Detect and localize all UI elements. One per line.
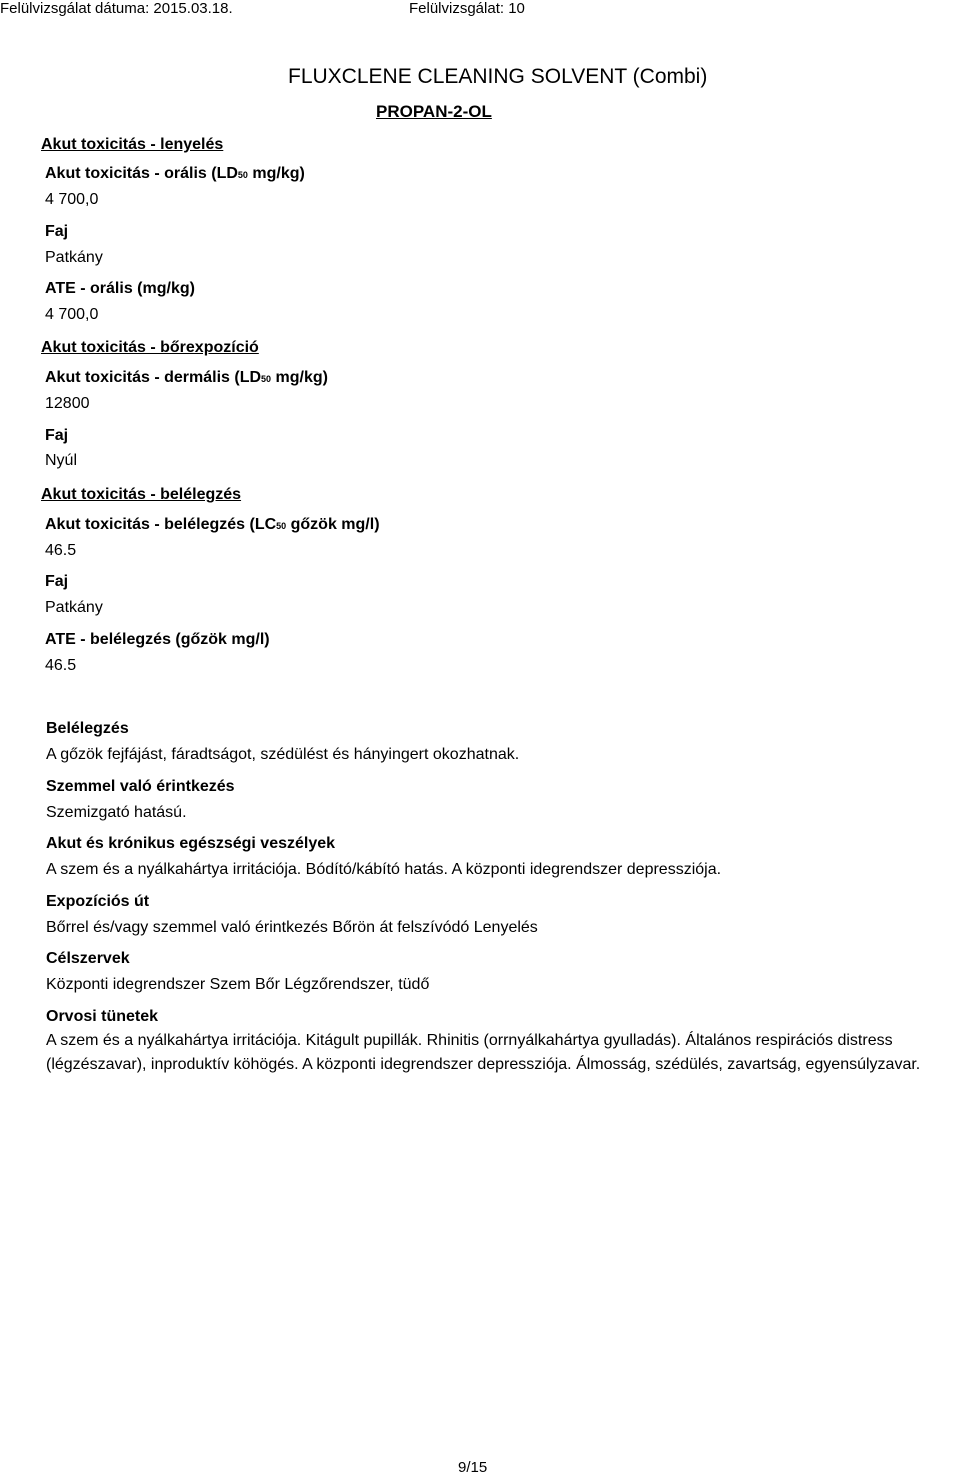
- oral-ld50-label-post: mg/kg): [247, 165, 305, 182]
- dermal-ld50-subscript: 50: [261, 374, 272, 384]
- oral-ld50-label: [45, 164, 305, 185]
- dermal-ld50-label-post: mg/kg): [271, 369, 328, 386]
- revision-number: Felülvizsgálat: 10: [409, 0, 525, 17]
- inhalation-lc50-label: [45, 515, 380, 536]
- effects-eye-text: Szemizgató hatású.: [46, 804, 187, 821]
- effects-organs-label: Célszervek: [46, 950, 130, 967]
- effects-symptoms-text: A szem és a nyálkahártya irritációja. Kitágult pupillák. Rhinitis (orrnyálkahártya gyulladás). Általános respirációs distress (légzészavar), inproduktív köhögés. A központi idegrendszer depressziója. Álmosság, szédülés, zavartság, egyensúlyzavar.: [46, 1032, 921, 1073]
- oral-ate-value: 4 700,0: [45, 306, 99, 323]
- dermal-ld50-value: 12800: [45, 395, 90, 412]
- inhalation-ate-label: ATE - belélegzés (gőzök mg/l): [45, 631, 270, 648]
- dermal-species-value: Nyúl: [45, 452, 78, 469]
- oral-ld50-subscript: 50: [237, 170, 248, 180]
- effects-symptoms-label: Orvosi tünetek: [46, 1008, 159, 1025]
- oral-species-label: Faj: [45, 223, 69, 240]
- effects-hazards-text: A szem és a nyálkahártya irritációja. Bódító/kábító hatás. A központi idegrendszer depressziója.: [46, 861, 722, 878]
- inhalation-lc50-label-post: gőzök mg/l): [286, 516, 380, 533]
- inhalation-lc50-value: 46.5: [45, 542, 77, 559]
- inhalation-lc50-subscript: 50: [276, 521, 287, 531]
- review-date: Felülvizsgálat dátuma: 2015.03.18.: [0, 0, 233, 17]
- effects-eye-label: Szemmel való érintkezés: [46, 778, 235, 795]
- page-number: 9/15: [458, 1459, 488, 1476]
- effects-hazards-label: Akut és krónikus egészségi veszélyek: [46, 835, 336, 852]
- effects-inhalation-text: A gőzök fejfájást, fáradtságot, szédülést és hányingert okozhatnak.: [46, 746, 520, 763]
- effects-route-label: Expozíciós út: [46, 893, 150, 910]
- section-oral-toxicity: Akut toxicitás - lenyelés: [41, 136, 224, 153]
- section-inhalation-toxicity: Akut toxicitás - belélegzés: [41, 486, 242, 503]
- oral-ate-label: ATE - orális (mg/kg): [45, 280, 195, 297]
- dermal-ld50-label: [45, 368, 328, 389]
- substance-name: PROPAN-2-OL: [376, 102, 492, 121]
- inhalation-ate-value: 46.5: [45, 657, 77, 674]
- effects-organs-text: Központi idegrendszer Szem Bőr Légzőrendszer, tüdő: [46, 976, 430, 993]
- dermal-ld50-label-pre: Akut toxicitás - dermális (LD: [45, 369, 262, 386]
- dermal-species-label: Faj: [45, 427, 69, 444]
- inhalation-species-label: Faj: [45, 573, 69, 590]
- inhalation-species-value: Patkány: [45, 599, 103, 616]
- section-dermal-toxicity: Akut toxicitás - bőrexpozíció: [41, 339, 259, 356]
- oral-species-value: Patkány: [45, 249, 103, 266]
- oral-ld50-value: 4 700,0: [45, 191, 99, 208]
- inhalation-lc50-label-pre: Akut toxicitás - belélegzés (LC: [45, 516, 277, 533]
- effects-route-text: Bőrrel és/vagy szemmel való érintkezés Bőrön át felszívódó Lenyelés: [46, 919, 538, 936]
- product-title: FLUXCLENE CLEANING SOLVENT (Combi): [288, 65, 708, 88]
- effects-inhalation-label: Belélegzés: [46, 720, 129, 737]
- oral-ld50-label-pre: Akut toxicitás - orális (LD: [45, 165, 238, 182]
